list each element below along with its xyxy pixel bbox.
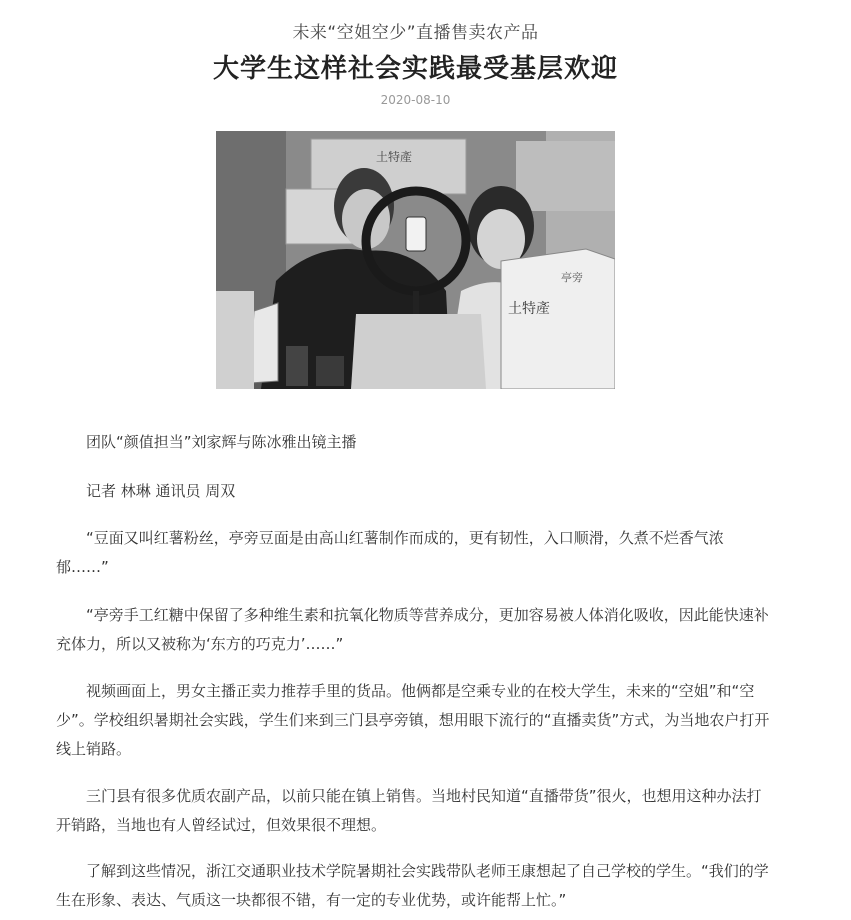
article-photo xyxy=(216,131,615,389)
publish-date: 2020-08-10 xyxy=(380,93,451,107)
byline: 记者 林琳 通讯员 周双 xyxy=(86,482,236,500)
article-title: 大学生这样社会实践最受基层欢迎 xyxy=(212,54,618,84)
box-label-back: 土特產 xyxy=(376,150,413,164)
article-subtitle: 未来“空姐空少”直播售卖农产品 xyxy=(292,23,539,43)
box-label-small: 亭旁 xyxy=(561,272,583,284)
photo-caption: 团队“颜值担当”刘家辉与陈冰雅出镜主播 xyxy=(86,433,357,451)
body-paragraph: “亭旁手工红糖中保留了多种维生素和抗氧化物质等营养成分，更加容易被人体消化吸收，因此能快速补充体力，所以又被称为‘东方的巧克力’……” xyxy=(56,606,769,653)
body-paragraph: 视频画面上，男女主播正卖力推荐手里的货品。他俩都是空乘专业的在校大学生，未来的“空姐”和“空少”。学校组织暑期社会实践，学生们来到三门县亭旁镇，想用眼下流行的“直播卖货”方式，为当地农户打开线上销路。 xyxy=(56,682,770,758)
body-paragraph: 了解到这些情况，浙江交通职业技术学院暑期社会实践带队老师王康想起了自己学校的学生。“我们的学生在形象、表达、气质这一块都很不错，有一定的专业优势，或许能帮上忙。” xyxy=(56,862,769,909)
body-paragraph: “豆面又叫红薯粉丝，亭旁豆面是由高山红薯制作而成的，更有韧性，入口顺滑，久煮不烂香气浓郁……” xyxy=(56,529,724,576)
box-label-front: 土特產 xyxy=(508,302,550,317)
body-paragraph: 三门县有很多优质农副产品，以前只能在镇上销售。当地村民知道“直播带货”很火，也想用这种办法打开销路，当地也有人曾经试过，但效果很不理想。 xyxy=(56,787,762,834)
